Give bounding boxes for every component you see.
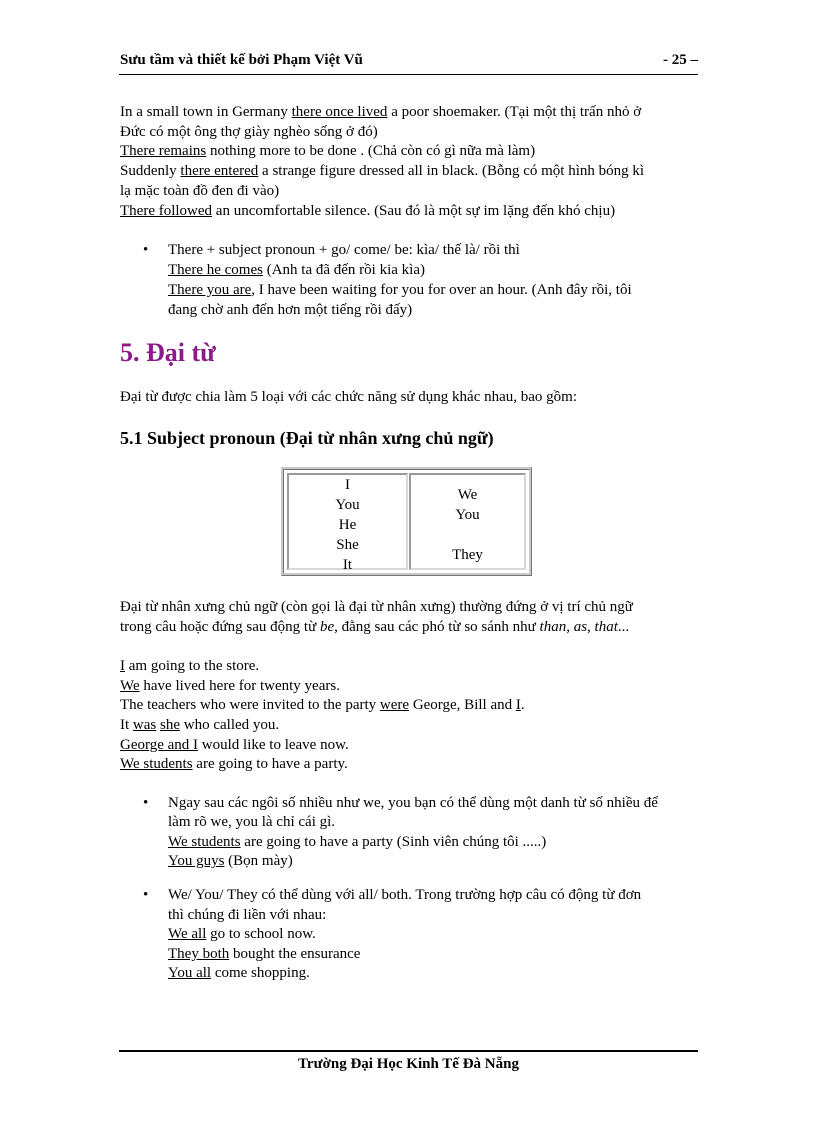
pronoun-table <box>281 467 532 576</box>
bullet2-line-2: làm rõ we, you là chỉ cái gì. <box>168 814 336 830</box>
pronoun-i: I <box>345 477 350 493</box>
pronoun-she: She <box>336 537 359 553</box>
page-header <box>119 52 698 75</box>
intro-line-3: There remains nothing more to be done . (Chả còn có gì nữa mà làm) <box>120 143 536 159</box>
bullet-icon: • <box>143 242 149 258</box>
page-number: - 25 – <box>663 52 698 68</box>
bullet1-line-1: There + subject pronoun + go/ come/ be: kìa/ thế là/ rồi thì <box>168 242 520 258</box>
header-author: Sưu tầm và thiết kế bởi Phạm Việt Vũ <box>120 52 363 68</box>
bullet2-line-1: Ngay sau các ngôi số nhiều như we, you bạn có thể dùng một danh từ số nhiều để <box>168 795 658 811</box>
intro-line-5: lạ mặc toàn đồ đen đi vào) <box>120 183 280 199</box>
intro-line-1: In a small town in Germany there once lived a poor shoemaker. (Tại một thị trấn nhỏ ở <box>120 104 642 120</box>
example-1: I am going to the store. <box>120 658 260 674</box>
example-5: George and I would like to leave now. <box>120 737 349 753</box>
intro-line-6: There followed an uncomfortable silence. (Sau đó là một sự im lặng đến khó chịu) <box>120 203 616 219</box>
bullet1-line-3: There you are, I have been waiting for you for over an hour. (Anh đây rồi, tôi <box>168 282 632 298</box>
example-4: It was she who called you. <box>120 717 280 733</box>
explain-line-1: Đại từ nhân xưng chủ ngữ (còn gọi là đại từ nhân xưng) thường đứng ở vị trí chủ ngữ <box>120 599 633 615</box>
bullet-icon: • <box>143 795 149 811</box>
bullet2-line-4: You guys (Bọn mày) <box>168 853 293 869</box>
explain-line-2: trong câu hoặc đứng sau động từ be, đằng sau các phó từ so sánh như than, as, that... <box>120 619 630 635</box>
pronoun-you-plural: You <box>455 507 480 523</box>
bullet3-line-2: thì chúng đi liền với nhau: <box>168 907 327 923</box>
example-6: We students are going to have a party. <box>120 756 348 772</box>
singular-pronoun-cell <box>287 473 408 573</box>
pronoun-we: We <box>457 487 478 503</box>
example-3: The teachers who were invited to the party were George, Bill and I. <box>120 697 525 713</box>
intro-line-2: Đức có một ông thợ giày nghèo sống ở đó) <box>120 124 378 140</box>
bullet3-line-3: We all go to school now. <box>168 926 316 942</box>
section-title: 5. Đại từ <box>120 338 216 367</box>
bullet3-line-1: We/ You/ They có thể dùng với all/ both. Trong trường hợp câu có động từ đơn <box>168 887 642 903</box>
section-intro: Đại từ được chia làm 5 loại với các chức năng sử dụng khác nhau, bao gồm: <box>120 389 578 405</box>
pronoun-it: It <box>342 557 353 573</box>
bullet1-line-2: There he comes (Anh ta đã đến rồi kia kìa) <box>168 262 425 278</box>
bullet1-line-4: đang chờ anh đến hơn một tiếng rồi đấy) <box>168 302 413 318</box>
subsection-title: 5.1 Subject pronoun (Đại từ nhân xưng chủ ngữ) <box>120 428 494 448</box>
pronoun-he: He <box>338 517 357 533</box>
bullet3-line-4: They both bought the ensurance <box>168 946 361 962</box>
bullet-icon: • <box>143 887 149 903</box>
intro-line-4: Suddenly there entered a strange figure dressed all in black. (Bỗng có một hình bóng kì <box>120 163 645 179</box>
bullet3-line-5: You all come shopping. <box>168 965 310 981</box>
bullet2-line-3: We students are going to have a party (Sinh viên chúng tôi .....) <box>168 834 547 850</box>
pronoun-they: They <box>452 547 483 563</box>
pronoun-you: You <box>335 497 360 513</box>
page-footer: Trường Đại Học Kinh Tế Đà Nẵng <box>119 1050 698 1073</box>
example-2: We have lived here for twenty years. <box>120 678 340 694</box>
plural-pronoun-cell <box>409 473 526 570</box>
